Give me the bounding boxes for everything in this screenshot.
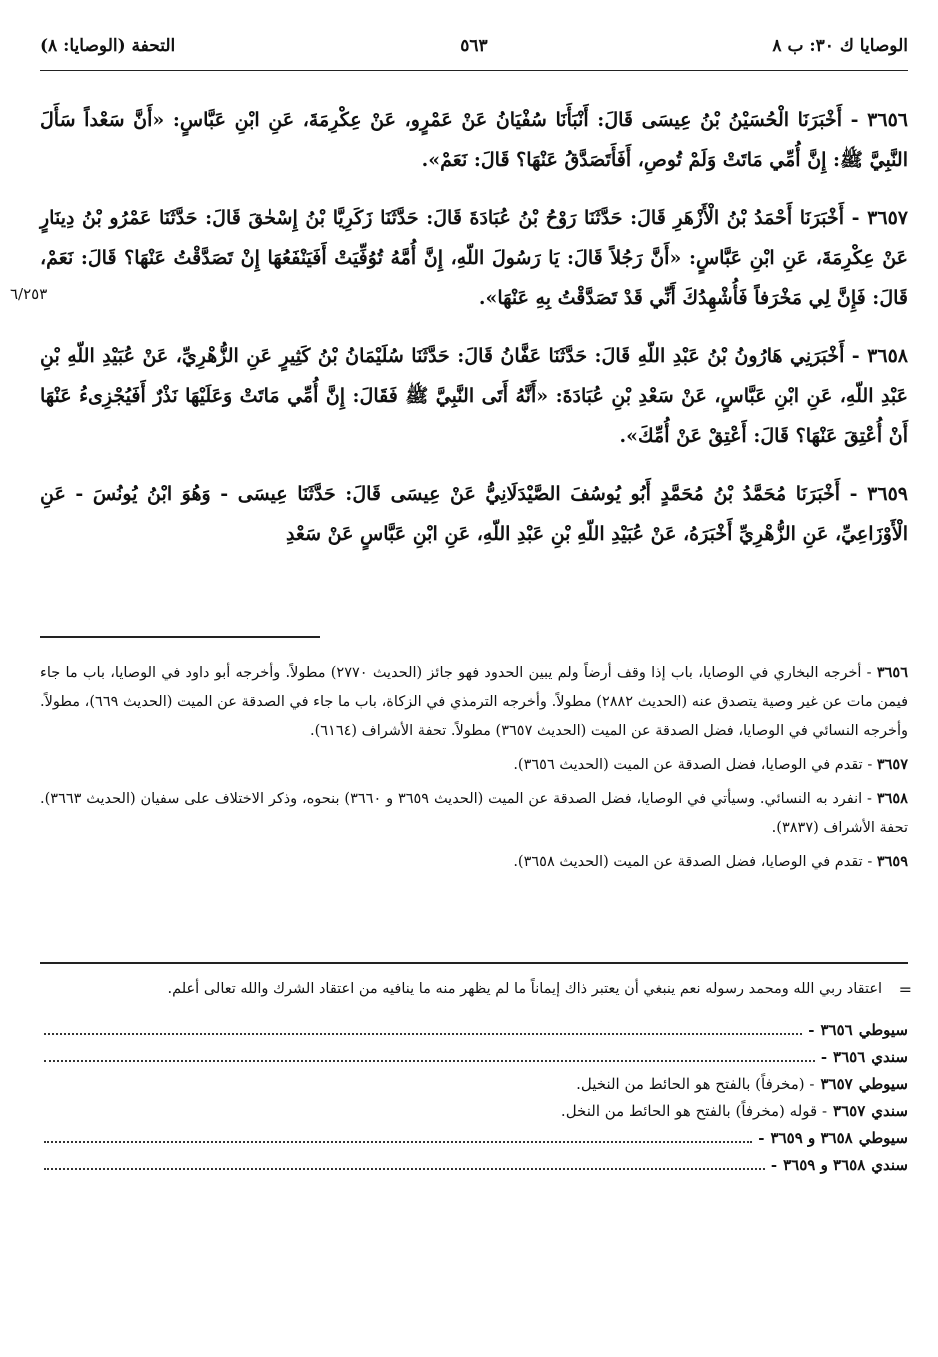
page-header <box>40 30 908 71</box>
commentator-name: سيوطي <box>858 1129 908 1147</box>
commentary-text: - <box>758 1129 765 1147</box>
commentary-section <box>40 976 912 1179</box>
commentary-line <box>40 1125 908 1152</box>
commentary-text: - <box>808 1021 815 1039</box>
hadith-text: - أَخْبَرَنَا الْحُسَيْنُ بْنُ عِيسَى قَالَ: أَنْبَأَنَا سُفْيَانُ عَنْ عَمْرٍو، عَنْ عِكْرِمَةَ، عَنِ ابْنِ عَبَّاسٍ: «أَنَّ سَعْداً سَأَلَ النَّبِيَّ ﷺ: إِنَّ أُمِّي مَاتَتْ وَلَمْ تُوصِ، أَفَأَتَصَدَّقُ عَنْهَا؟ قَالَ: نَعَمْ». <box>40 109 908 171</box>
commentary-line <box>40 1017 908 1044</box>
commentator-name: سندي <box>871 1048 908 1066</box>
commentary-line <box>40 1098 908 1125</box>
commentary-text: - <box>820 1048 828 1066</box>
commentary-line <box>40 1152 908 1179</box>
commentator-name: سندي <box>871 1156 908 1174</box>
hadith-list <box>40 100 908 572</box>
dotted-leader <box>44 1048 815 1062</box>
commentary-number: ٣٦٥٨ و ٣٦٥٩ <box>770 1129 853 1147</box>
commentator-name: سيوطي <box>858 1021 908 1039</box>
hadith-text: - أَخْبَرَنَا أَحْمَدُ بْنُ الْأَزْهَرِ قَالَ: حَدَّثَنَا رَوْحُ بْنُ عُبَادَةَ قَالَ: حَدَّثَنَا زَكَرِيَّا بْنُ إِسْحٰقَ قَالَ: حَدَّثَنَا عَمْرُو بْنُ دِينَارٍ عَنْ عِكْرِمَةَ، عَنِ ابْنِ عَبَّاسٍ: «أَنَّ رَجُلاً قَالَ: يَا رَسُولَ اللّهِ، إِنَّ أُمَّهُ تُوُفِّيَتْ أَفَيَنْفَعُهَا إِنْ تَصَدَّقْتُ عَنْهَا؟ قَالَ: نَعَمْ، قَالَ: فَإِنَّ لِي مَخْرَفاً فَأُشْهِدُكَ أَنِّي قَدْ تَصَدَّقْتُ بِهِ عَنْهَا». <box>40 207 908 309</box>
hadith-paragraph <box>40 474 908 554</box>
note-number: ٣٦٥٨ <box>876 790 908 807</box>
commentary-number: ٣٦٥٧ <box>833 1102 866 1120</box>
hadith-paragraph <box>40 336 908 456</box>
hadith-number: ٣٦٥٨ <box>867 345 908 367</box>
continuation-mark: = <box>898 980 912 999</box>
dotted-leader <box>44 1129 752 1143</box>
margin-volume-reference: ٦/٢٥٣ <box>10 285 48 303</box>
hadith-text: - أَخْبَرَنِي هَارُونُ بْنُ عَبْدِ اللّهِ قَالَ: حَدَّثَنَا عَفَّانُ قَالَ: حَدَّثَنَا سُلَيْمَانُ بْنُ كَثِيرٍ عَنِ الزُّهْرِيِّ، عَنْ عُبَيْدِ اللّهِ بْنِ عَبْدِ اللّهِ، عَنِ ابْنِ عَبَّاسٍ، عَنْ سَعْدِ بْنِ عُبَادَةَ: «أَنَّهُ أَتَى النَّبِيَّ ﷺ فَقَالَ: إِنَّ أُمِّي مَاتَتْ وَعَلَيْهَا نَذْرٌ أَفَيُجْزِىءُ عَنْهَا أَنْ أُعْتِقَ عَنْهَا؟ قَالَ: أَعْتِقْ عَنْ أُمِّكَ». <box>40 345 908 447</box>
commentary-text: - (مخرفاً) بالفتح هو الحائط من النخيل. <box>576 1075 815 1093</box>
dotted-leader <box>44 1021 802 1035</box>
takhrij-note <box>40 750 908 780</box>
continued-commentary-text: اعتقاد ربي الله ومحمد رسوله نعم ينبغي أن يعتبر ذاك إيماناً ما لم يظهر منه ما ينافيه من اعتقاد الشرك والله تعالى أعلم. <box>167 981 882 997</box>
note-text: - أخرجه البخاري في الوصايا، باب إذا وقف أرضاً ولم يبين الحدود فهو جائز (الحديث ٢٧٧٠) مطولاً. وأخرجه أبو داود في الوصايا، باب ما جاء فيمن مات عن غير وصية يتصدق عنه (الحديث ٢٨٨٢) مطولاً. وأخرجه الترمذي في الزكاة، باب ما جاء في الصدقة عن الميت (الحديث ٦٦٩)، مطولاً. وأخرجه النسائي في الوصايا، فضل الصدقة عن الميت (الحديث ٣٦٥٧) مطولاً. تحفة الأشراف (٦١٦٤). <box>40 665 909 739</box>
commentator-name: سيوطي <box>858 1075 908 1093</box>
note-number: ٣٦٥٦ <box>876 664 908 681</box>
note-number: ٣٦٥٧ <box>876 756 908 773</box>
commentary-text: - قوله (مخرفاً) بالفتح هو الحائط من النخل. <box>560 1102 828 1120</box>
hadith-paragraph <box>40 198 908 318</box>
tuhfa-reference: التحفة (الوصايا: ٨) <box>40 36 176 56</box>
continued-commentary <box>40 976 912 1003</box>
commentary-line <box>40 1071 908 1098</box>
page-number: ٥٦٣ <box>460 36 488 56</box>
hadith-number: ٣٦٥٩ <box>867 483 908 505</box>
commentary-line <box>40 1044 908 1071</box>
takhrij-note <box>40 784 908 843</box>
takhrij-note <box>40 847 908 877</box>
commentary-number: ٣٦٥٨ و ٣٦٥٩ <box>783 1156 866 1174</box>
commentary-number: ٣٦٥٦ <box>820 1021 853 1039</box>
commentary-text: - <box>770 1156 778 1174</box>
note-number: ٣٦٥٩ <box>876 853 908 870</box>
note-text: - تقدم في الوصايا، فضل الصدقة عن الميت (الحديث ٣٦٥٦). <box>513 757 873 773</box>
note-text: - انفرد به النسائي. وسيأتي في الوصايا، فضل الصدقة عن الميت (الحديث ٣٦٥٩ و ٣٦٦٠) بنحوه، وذكر الاختلاف على سفيان (الحديث ٣٦٦٣). تحفة الأشراف (٣٨٣٧). <box>40 791 908 836</box>
footnote-separator <box>40 636 320 638</box>
chapter-reference: الوصايا ك ٣٠: ب ٨ <box>772 36 908 56</box>
commentary-list <box>40 1017 908 1179</box>
dotted-leader <box>44 1156 765 1170</box>
commentary-number: ٣٦٥٧ <box>820 1075 853 1093</box>
hadith-text: - أَخْبَرَنَا مُحَمَّدُ بْنُ مُحَمَّدٍ أَبُو يُوسُفَ الصَّيْدَلَانِيُّ عَنْ عِيسَى قَالَ: حَدَّثَنَا عِيسَى - وَهُوَ ابْنُ يُونُسَ - عَنِ الْأَوْزَاعِيِّ، عَنِ الزُّهْرِيِّ أَخْبَرَهُ، عَنْ عُبَيْدِ اللّهِ بْنِ عَبْدِ اللّهِ، عَنِ ابْنِ عَبَّاسٍ عَنْ سَعْدِ <box>40 483 908 545</box>
hadith-number: ٣٦٥٦ <box>867 109 908 131</box>
note-text: - تقدم في الوصايا، فضل الصدقة عن الميت (الحديث ٣٦٥٨). <box>513 854 873 870</box>
takhrij-note <box>40 658 908 746</box>
book-page <box>10 20 912 1340</box>
takhrij-notes <box>40 658 908 881</box>
commentary-number: ٣٦٥٦ <box>833 1048 866 1066</box>
hadith-paragraph <box>40 100 908 180</box>
commentator-name: سندي <box>871 1102 908 1120</box>
commentary-separator <box>40 962 908 964</box>
hadith-number: ٣٦٥٧ <box>867 207 908 229</box>
